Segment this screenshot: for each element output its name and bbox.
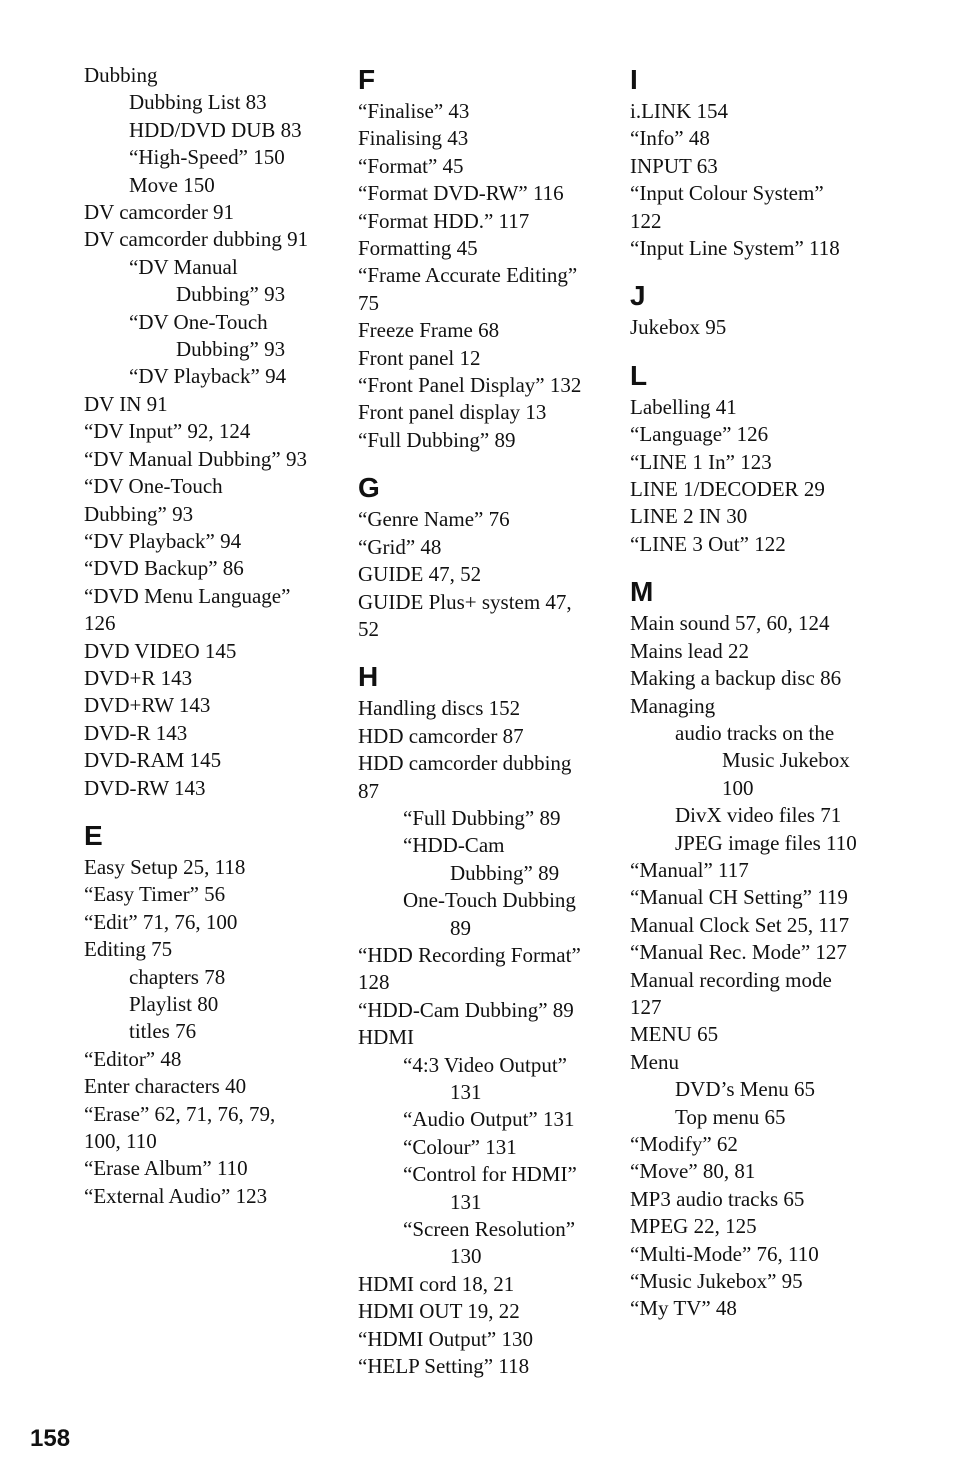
index-entry: “Music Jukebox” 95 — [630, 1269, 803, 1294]
index-entry: “Manual” 117 — [630, 857, 749, 882]
index-entry: i.LINK 154 — [630, 99, 728, 123]
index-entry: Editing 75 — [84, 937, 173, 962]
index-entry: Main sound 57, 60, 124 — [630, 611, 830, 636]
index-subentry: “HDD-Cam — [403, 833, 505, 858]
index-entry: “Language” 126 — [630, 422, 769, 447]
index-entry: Formatting 45 — [358, 236, 478, 261]
index-entry: Enter characters 40 — [84, 1074, 247, 1099]
index-entry: “Format” 45 — [358, 153, 464, 178]
index-entry: DV IN 91 — [84, 391, 168, 416]
index-entry: Jukebox 95 — [630, 315, 727, 340]
index-entry: “Grid” 48 — [358, 534, 442, 559]
index-subentry: “4:3 Video Output” — [403, 1052, 567, 1077]
index-entry: “Finalise” 43 — [358, 99, 470, 123]
index-subentry: Dubbing” 89 — [450, 860, 560, 885]
index-subentry: JPEG image files 110 — [675, 830, 857, 855]
index-subentry: “Colour” 131 — [403, 1134, 517, 1159]
index-entry: “DV Playback” 94 — [84, 528, 242, 553]
index-subentry: 130 — [450, 1244, 482, 1269]
index-column-3 — [630, 62, 880, 1323]
index-entry: Mains lead 22 — [630, 638, 749, 663]
index-entry: HDD camcorder dubbing — [358, 751, 572, 776]
index-entry: Easy Setup 25, 118 — [84, 854, 246, 879]
section-letter-heading: M — [630, 576, 654, 608]
index-subentry: DVD’s Menu 65 — [675, 1077, 815, 1102]
index-subentry: Dubbing” 93 — [176, 282, 286, 307]
index-entry: LINE 2 IN 30 — [630, 504, 748, 529]
index-subentry: “DV One-Touch — [129, 309, 268, 334]
index-entry: “Info” 48 — [630, 126, 710, 151]
index-entry: DVD-RAM 145 — [84, 748, 222, 773]
index-entry: “Modify” 62 — [630, 1132, 738, 1156]
index-entry: INPUT 63 — [630, 153, 718, 178]
index-entry: “Editor” 48 — [84, 1046, 182, 1071]
index-entry: Managing — [630, 693, 716, 718]
index-entry: “External Audio” 123 — [84, 1183, 268, 1208]
index-entry: “Frame Accurate Editing” — [358, 263, 578, 288]
section-letter-heading: L — [630, 359, 648, 391]
index-entry: “Erase Album” 110 — [84, 1156, 248, 1181]
index-entry: Manual Clock Set 25, 117 — [630, 912, 850, 937]
index-entry: DVD+R 143 — [84, 665, 193, 690]
index-entry: “Input Colour System” — [630, 181, 824, 206]
index-entry: 126 — [84, 611, 116, 636]
index-subentry: One-Touch Dubbing — [403, 888, 576, 913]
index-entry: DVD VIDEO 145 — [84, 638, 237, 663]
index-subentry: “Audio Output” 131 — [403, 1107, 575, 1132]
index-entry: “DVD Menu Language” — [84, 583, 291, 608]
index-entry: “Move” 80, 81 — [630, 1159, 756, 1184]
section-letter-heading: J — [630, 280, 646, 312]
index-entry: MPEG 22, 125 — [630, 1214, 757, 1239]
index-entry: “HELP Setting” 118 — [358, 1354, 530, 1379]
index-entry: MENU 65 — [630, 1022, 719, 1047]
index-entry: 122 — [630, 208, 662, 233]
index-subentry: 131 — [450, 1189, 482, 1214]
index-entry: Handling discs 152 — [358, 696, 521, 721]
index-entry: “Genre Name” 76 — [358, 507, 510, 532]
index-entry: HDMI — [358, 1025, 414, 1050]
index-entry: Front panel display 13 — [358, 400, 547, 425]
index-entry: “HDD Recording Format” — [358, 942, 581, 967]
index-entry: 52 — [358, 616, 379, 641]
index-subentry: Top menu 65 — [675, 1104, 786, 1129]
index-subentry: “High-Speed” 150 — [129, 145, 285, 170]
index-entry: DVD+RW 143 — [84, 693, 211, 718]
index-subentry: “DV Playback” 94 — [129, 364, 287, 389]
index-entry: “DV Input” 92, 124 — [84, 419, 251, 444]
index-entry: 128 — [358, 970, 390, 995]
index-subentry: DivX video files 71 — [675, 803, 842, 828]
index-entry: 87 — [358, 778, 379, 803]
index-subentry: titles 76 — [129, 1019, 197, 1044]
index-entry: LINE 1/DECODER 29 — [630, 477, 825, 502]
index-entry: “Erase” 62, 71, 76, 79, — [84, 1101, 276, 1126]
index-subentry: HDD/DVD DUB 83 — [129, 117, 302, 142]
index-entry: “Manual CH Setting” 119 — [630, 885, 848, 910]
index-entry: DVD-RW 143 — [84, 775, 206, 800]
index-entry: 75 — [358, 290, 379, 315]
section-letter-heading: G — [358, 472, 380, 504]
index-subentry: chapters 78 — [129, 964, 226, 989]
index-entry: Dubbing — [84, 63, 158, 87]
index-entry: HDD camcorder 87 — [358, 723, 524, 748]
index-entry: Front panel 12 — [358, 345, 481, 370]
index-entry: “DV Manual Dubbing” 93 — [84, 446, 307, 471]
index-subentry: 100 — [722, 775, 754, 800]
index-entry: DV camcorder dubbing 91 — [84, 227, 309, 252]
index-entry: “My TV” 48 — [630, 1296, 737, 1321]
index-entry: DVD-R 143 — [84, 720, 188, 745]
index-entry: “Input Line System” 118 — [630, 236, 840, 261]
section-letter-heading: H — [358, 661, 379, 693]
index-subentry: “Screen Resolution” — [403, 1217, 576, 1242]
index-entry: HDMI OUT 19, 22 — [358, 1299, 520, 1324]
index-entry: “DVD Backup” 86 — [84, 556, 244, 581]
index-subentry: 131 — [450, 1080, 482, 1104]
index-entry: GUIDE 47, 52 — [358, 562, 482, 587]
index-entry: “HDD-Cam Dubbing” 89 — [358, 997, 574, 1022]
index-entry: Labelling 41 — [630, 394, 737, 419]
index-entry: “HDMI Output” 130 — [358, 1326, 533, 1351]
index-entry: “Manual Rec. Mode” 127 — [630, 940, 847, 965]
index-entry: Menu — [630, 1049, 679, 1074]
index-entry: 100, 110 — [84, 1129, 157, 1154]
index-entry: DV camcorder 91 — [84, 200, 235, 225]
index-entry: Finalising 43 — [358, 126, 469, 151]
index-entry: MP3 audio tracks 65 — [630, 1186, 805, 1211]
index-column-1 — [84, 62, 334, 1210]
index-entry: “Front Panel Display” 132 — [358, 373, 582, 398]
index-entry: Dubbing” 93 — [84, 501, 194, 526]
section-letter-heading: F — [358, 64, 376, 95]
index-entry: “Format DVD-RW” 116 — [358, 181, 564, 206]
index-entry: “Multi-Mode” 76, 110 — [630, 1241, 819, 1266]
index-entry: Making a backup disc 86 — [630, 666, 842, 691]
index-subentry: audio tracks on the — [675, 720, 835, 745]
index-subentry: Playlist 80 — [129, 992, 219, 1016]
index-entry: “DV One-Touch — [84, 474, 223, 499]
index-subentry: Dubbing List 83 — [129, 90, 267, 115]
index-subentry: “DV Manual — [129, 254, 238, 279]
index-entry: “Edit” 71, 76, 100 — [84, 909, 238, 934]
section-letter-heading: I — [630, 64, 638, 95]
section-letter-heading: E — [84, 819, 103, 851]
index-subentry: 89 — [450, 915, 471, 940]
index-entry: Manual recording mode — [630, 967, 832, 992]
index-entry: “Easy Timer” 56 — [84, 882, 226, 907]
index-entry: HDMI cord 18, 21 — [358, 1271, 515, 1296]
index-subentry: Dubbing” 93 — [176, 337, 286, 362]
index-entry: “Full Dubbing” 89 — [358, 427, 516, 452]
index-entry: Freeze Frame 68 — [358, 318, 500, 343]
index-entry: 127 — [630, 994, 662, 1019]
index-subentry: “Control for HDMI” — [403, 1162, 577, 1187]
index-entry: “LINE 3 Out” 122 — [630, 531, 786, 556]
index-column-2 — [358, 62, 608, 1380]
index-subentry: Move 150 — [129, 172, 215, 197]
index-entry: “LINE 1 In” 123 — [630, 449, 772, 474]
index-subentry: “Full Dubbing” 89 — [403, 805, 561, 830]
index-entry: “Format HDD.” 117 — [358, 208, 530, 233]
index-subentry: Music Jukebox — [722, 748, 850, 773]
page-number: 158 — [30, 1425, 71, 1452]
index-entry: GUIDE Plus+ system 47, — [358, 589, 572, 614]
